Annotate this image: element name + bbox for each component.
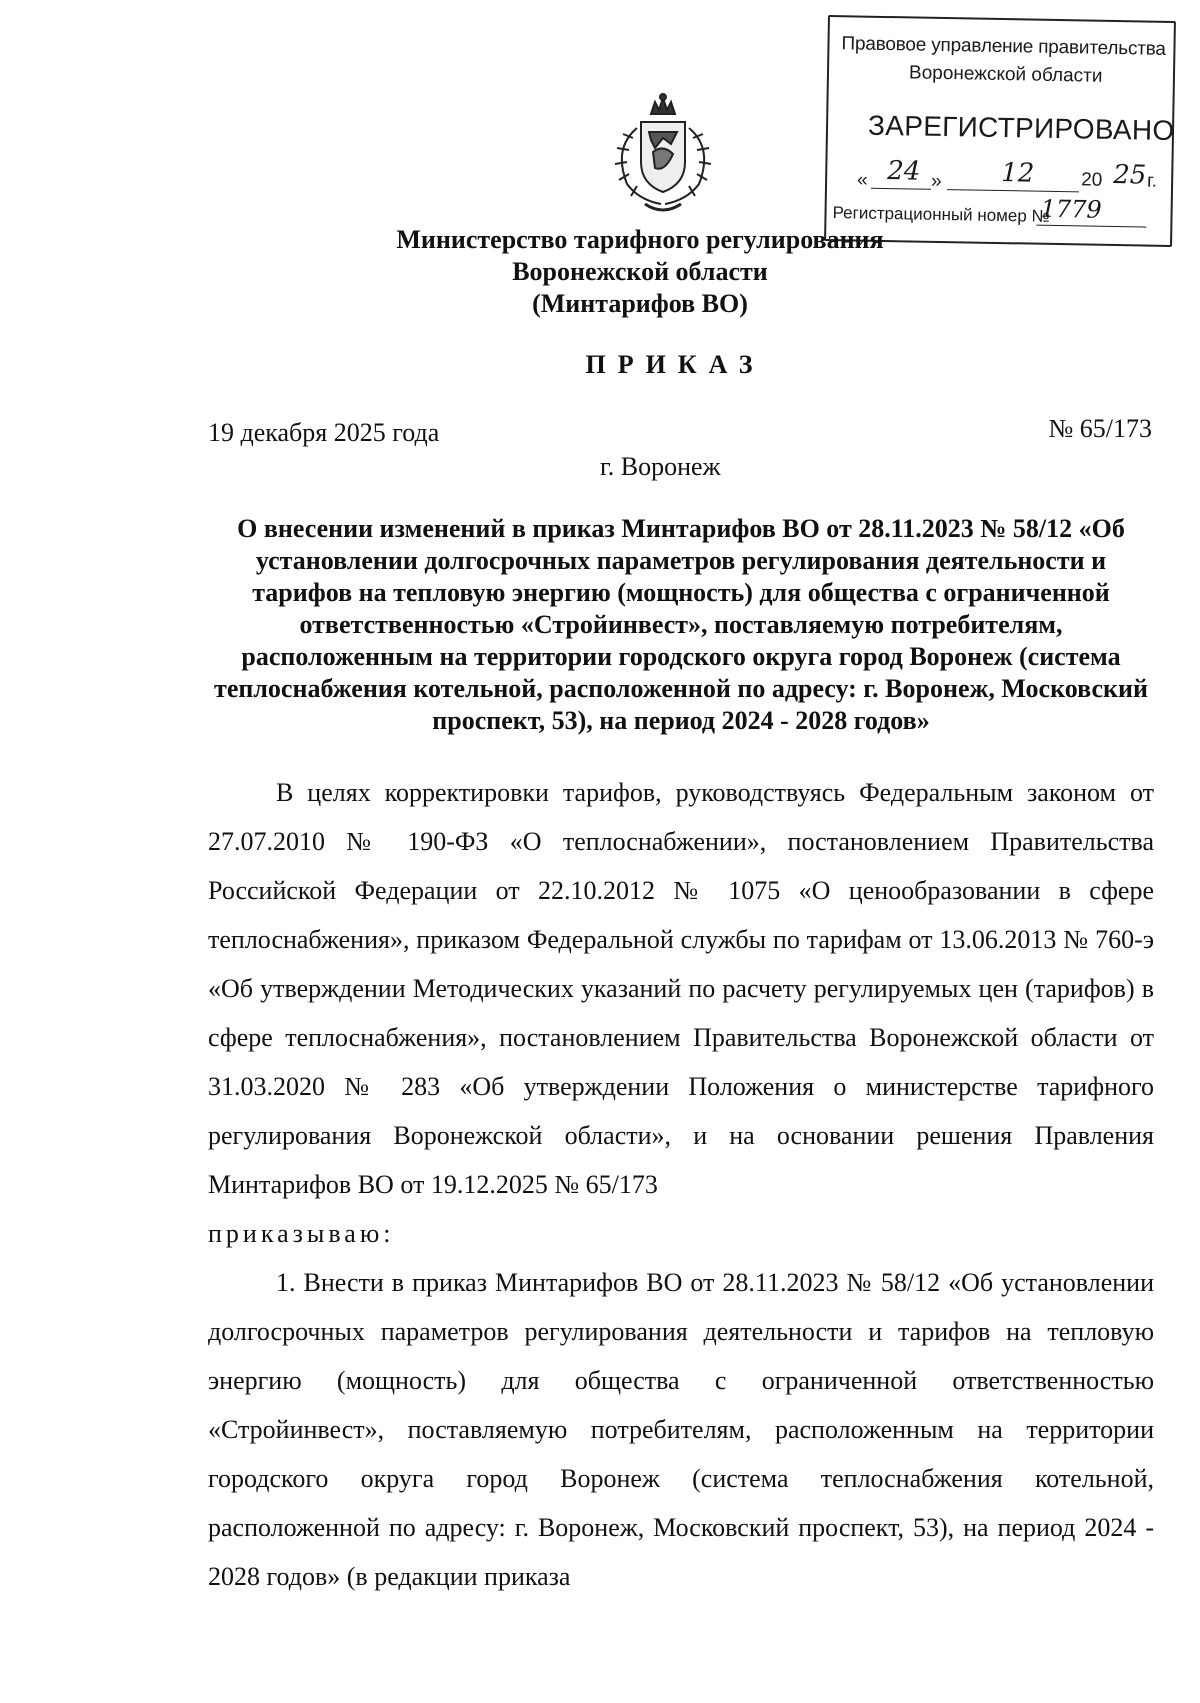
- org-line-2: Воронежской области: [512, 257, 768, 286]
- stamp-year-end: г.: [1146, 170, 1158, 192]
- stamp-year-suffix: 25: [1112, 159, 1147, 191]
- stamp-authority-line2: Воронежской области: [908, 62, 1103, 87]
- stamp-date: [857, 156, 1158, 201]
- organization-name: [380, 224, 900, 320]
- stamp-month-underline: [947, 189, 1079, 192]
- document-city: г. Воронеж: [600, 452, 721, 481]
- stamp-status: ЗАРЕГИСТРИРОВАНО: [867, 109, 1175, 147]
- stamp-quote-close: »: [930, 170, 942, 192]
- org-line-1: Министерство тарифного регулирования: [396, 225, 884, 254]
- preamble-paragraph: В целях корректировки тарифов, руководствуясь Федеральным законом от 27.07.2010 № 190-ФЗ «О теплоснабжении», постановлением Правительства Российской Федерации от 22.10.2012 № 1075 «О ценообразовании в сфере теплоснабжения», приказом Федеральной службы по тарифам от 13.06.2013 № 760-э «Об утверждении Методических указаний по расчету регулируемых цен (тарифов) в сфере теплоснабжения», постановлением Правительства Воронежской области от 31.03.2020 № 283 «Об утверждении Положения о министерстве тарифного регулирования Воронежской области», и на основании решения Правления Минтарифов ВО от 19.12.2025 № 65/173: [208, 778, 1154, 1199]
- stamp-reg-label: Регистрационный номер №: [832, 203, 1050, 226]
- stamp-authority-line1: Правовое управление правительства: [841, 33, 1166, 60]
- stamp-day-underline: [871, 188, 931, 190]
- document-body: [208, 768, 1154, 1601]
- document-number: № 65/173: [1048, 414, 1152, 443]
- stamp-reg-number: 1779: [1040, 194, 1102, 224]
- stamp-quote-open: «: [856, 169, 868, 191]
- registration-stamp: [824, 15, 1176, 247]
- item-1-paragraph: 1. Внести в приказ Минтарифов ВО от 28.11.2023 № 58/12 «Об установлении долгосрочных параметров регулирования деятельности и тарифов на тепловую энергию (мощность) для общества с ограниченной ответственностью «Стройинвест», поставляемую потребителям, расположенным на территории городского округа город Воронеж (система теплоснабжения котельной, расположенной по адресу: г. Воронеж, Московский проспект, 53), на период 2024 - 2028 годов» (в редакции приказа: [208, 1268, 1154, 1591]
- stamp-year-prefix: 20: [1080, 169, 1103, 191]
- stamp-reg-underline: [1036, 225, 1146, 228]
- stamp-month: 12: [1001, 158, 1035, 189]
- document-subject: О внесении изменений в приказ Минтарифов ВО от 28.11.2023 № 58/12 «Об установлении долгосрочных параметров регулирования деятельности и тарифов на тепловую энергию (мощность) для общества с ограниченной ответственностью «Стройинвест», поставляемую потребителям, расположенным на территории городского округа город Воронеж (система теплоснабжения котельной, расположенной по адресу: г. Воронеж, Московский проспект, 53), на период 2024 - 2028 годов»: [214, 514, 1148, 735]
- document-type: ПРИКАЗ: [585, 350, 765, 379]
- stamp-day: 24: [887, 156, 921, 187]
- order-word: приказываю:: [208, 1219, 395, 1248]
- org-line-3: (Минтарифов ВО): [532, 289, 748, 318]
- document-date: 19 декабря 2025 года: [208, 418, 440, 447]
- voronezh-coat-of-arms-icon: [605, 92, 721, 218]
